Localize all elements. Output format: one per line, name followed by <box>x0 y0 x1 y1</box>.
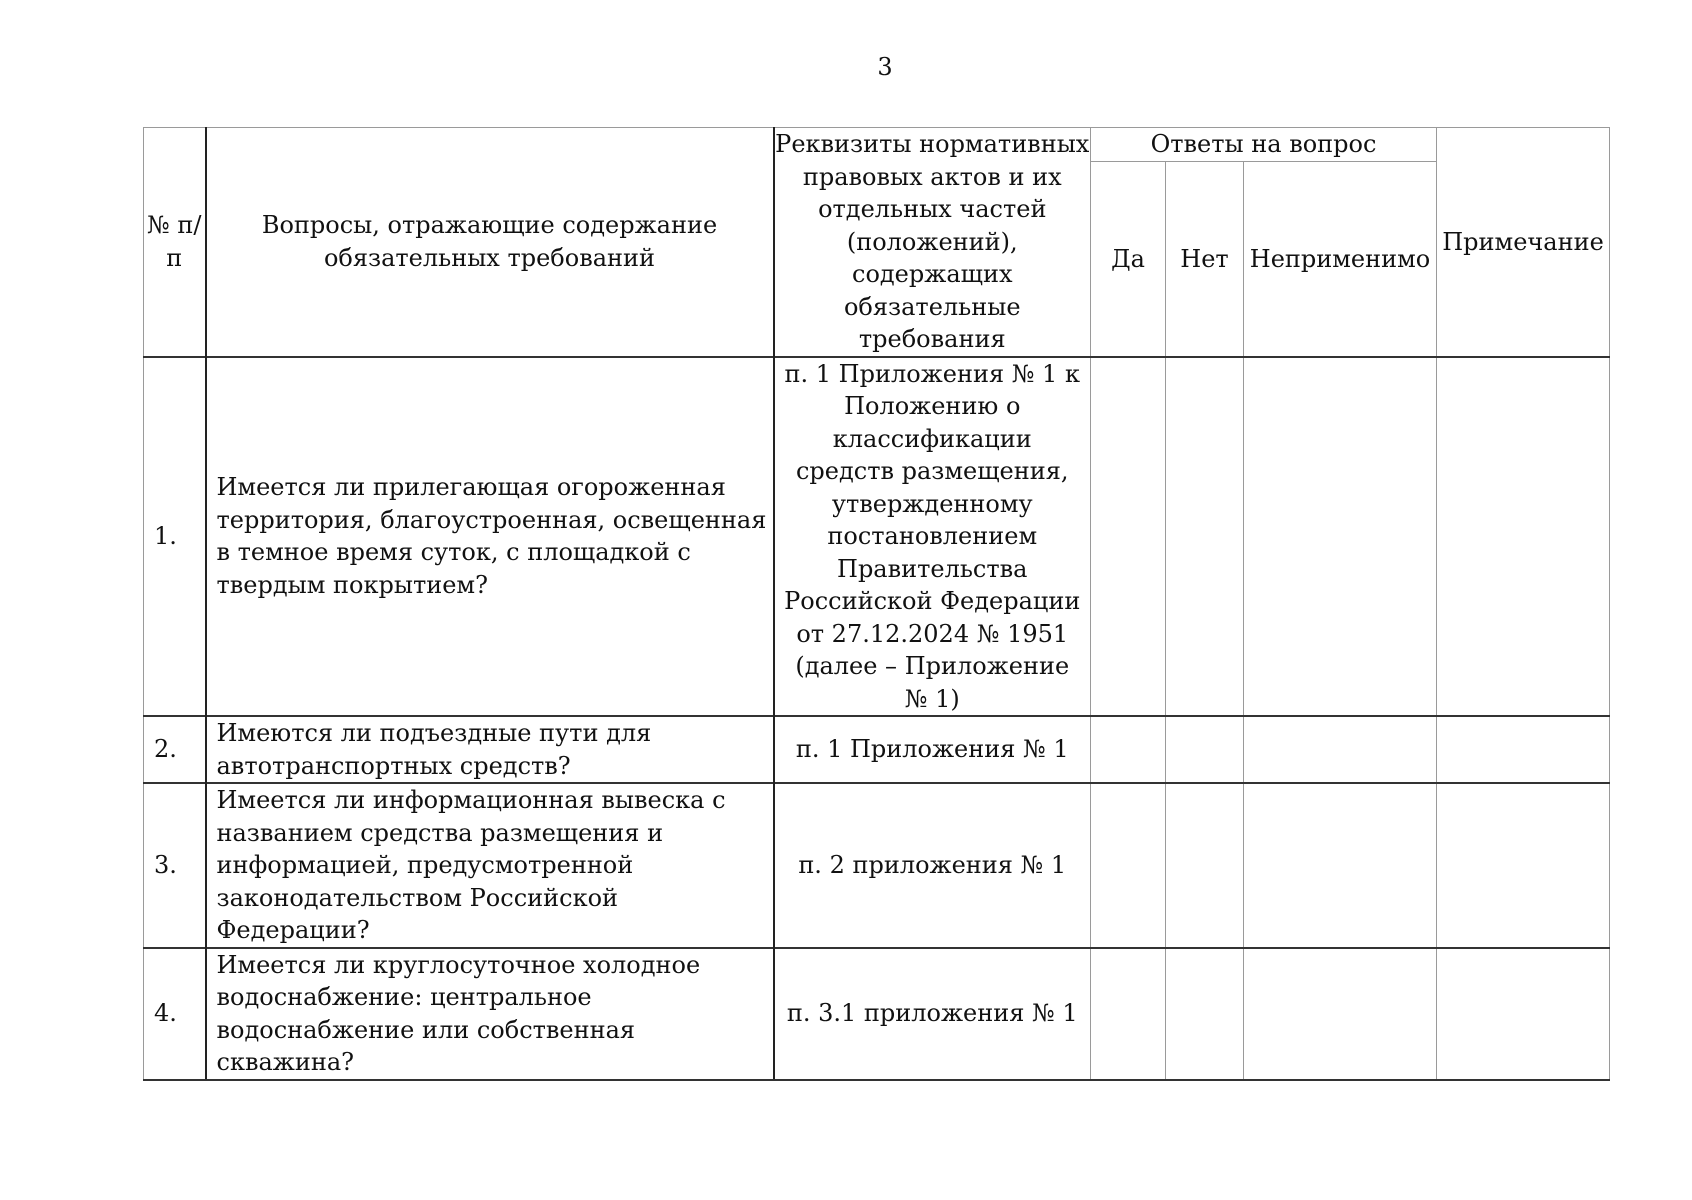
requirements-checklist-table <box>143 127 1610 1081</box>
row-requisites: п. 1 Приложения № 1 к Положению о классификации средств размещения, утвержденному постановлением Правительства Российской Федерации от 27.12.2024 № 1951 (далее – Приложение № 1) <box>774 357 1091 717</box>
table-row <box>144 357 1610 717</box>
row-requisites: п. 1 Приложения № 1 <box>774 716 1091 783</box>
row-question: Имеется ли круглосуточное холодное водоснабжение: центральное водоснабжение или собственная скважина? <box>206 948 774 1080</box>
table-row <box>144 716 1610 783</box>
row-question: Имеется ли прилегающая огороженная территория, благоустроенная, освещенная в темное время суток, с площадкой с твердым покрытием? <box>206 357 774 717</box>
row-number: 3. <box>144 783 206 948</box>
answer-not-applicable-cell[interactable] <box>1244 948 1437 1080</box>
page-number: 3 <box>877 53 893 81</box>
header-note: Примечание <box>1437 128 1610 357</box>
table-row <box>144 783 1610 948</box>
row-requisites: п. 3.1 приложения № 1 <box>774 948 1091 1080</box>
header-not-applicable: Неприменимо <box>1244 162 1437 357</box>
answer-no-cell[interactable] <box>1166 783 1244 948</box>
header-no: Нет <box>1166 162 1244 357</box>
row-question: Имеется ли информационная вывеска с названием средства размещения и информацией, предусмотренной законодательством Российской Федерации? <box>206 783 774 948</box>
row-requisites: п. 2 приложения № 1 <box>774 783 1091 948</box>
table-row <box>144 948 1610 1080</box>
header-questions: Вопросы, отражающие содержание обязательных требований <box>206 128 774 357</box>
header-row-1 <box>144 128 1610 162</box>
header-answers-group: Ответы на вопрос <box>1091 128 1437 162</box>
answer-not-applicable-cell[interactable] <box>1244 716 1437 783</box>
note-cell[interactable] <box>1437 783 1610 948</box>
row-number: 2. <box>144 716 206 783</box>
answer-no-cell[interactable] <box>1166 357 1244 717</box>
answer-not-applicable-cell[interactable] <box>1244 357 1437 717</box>
answer-no-cell[interactable] <box>1166 948 1244 1080</box>
answer-not-applicable-cell[interactable] <box>1244 783 1437 948</box>
header-requisites: Реквизиты нормативных правовых актов и их отдельных частей (положений), содержащих обязательные требования <box>774 128 1091 357</box>
answer-no-cell[interactable] <box>1166 716 1244 783</box>
note-cell[interactable] <box>1437 716 1610 783</box>
header-num: № п/п <box>144 128 206 357</box>
answer-yes-cell[interactable] <box>1091 783 1166 948</box>
answer-yes-cell[interactable] <box>1091 948 1166 1080</box>
answer-yes-cell[interactable] <box>1091 716 1166 783</box>
header-yes: Да <box>1091 162 1166 357</box>
row-number: 1. <box>144 357 206 717</box>
answer-yes-cell[interactable] <box>1091 357 1166 717</box>
row-question: Имеются ли подъездные пути для автотранспортных средств? <box>206 716 774 783</box>
row-number: 4. <box>144 948 206 1080</box>
note-cell[interactable] <box>1437 357 1610 717</box>
note-cell[interactable] <box>1437 948 1610 1080</box>
